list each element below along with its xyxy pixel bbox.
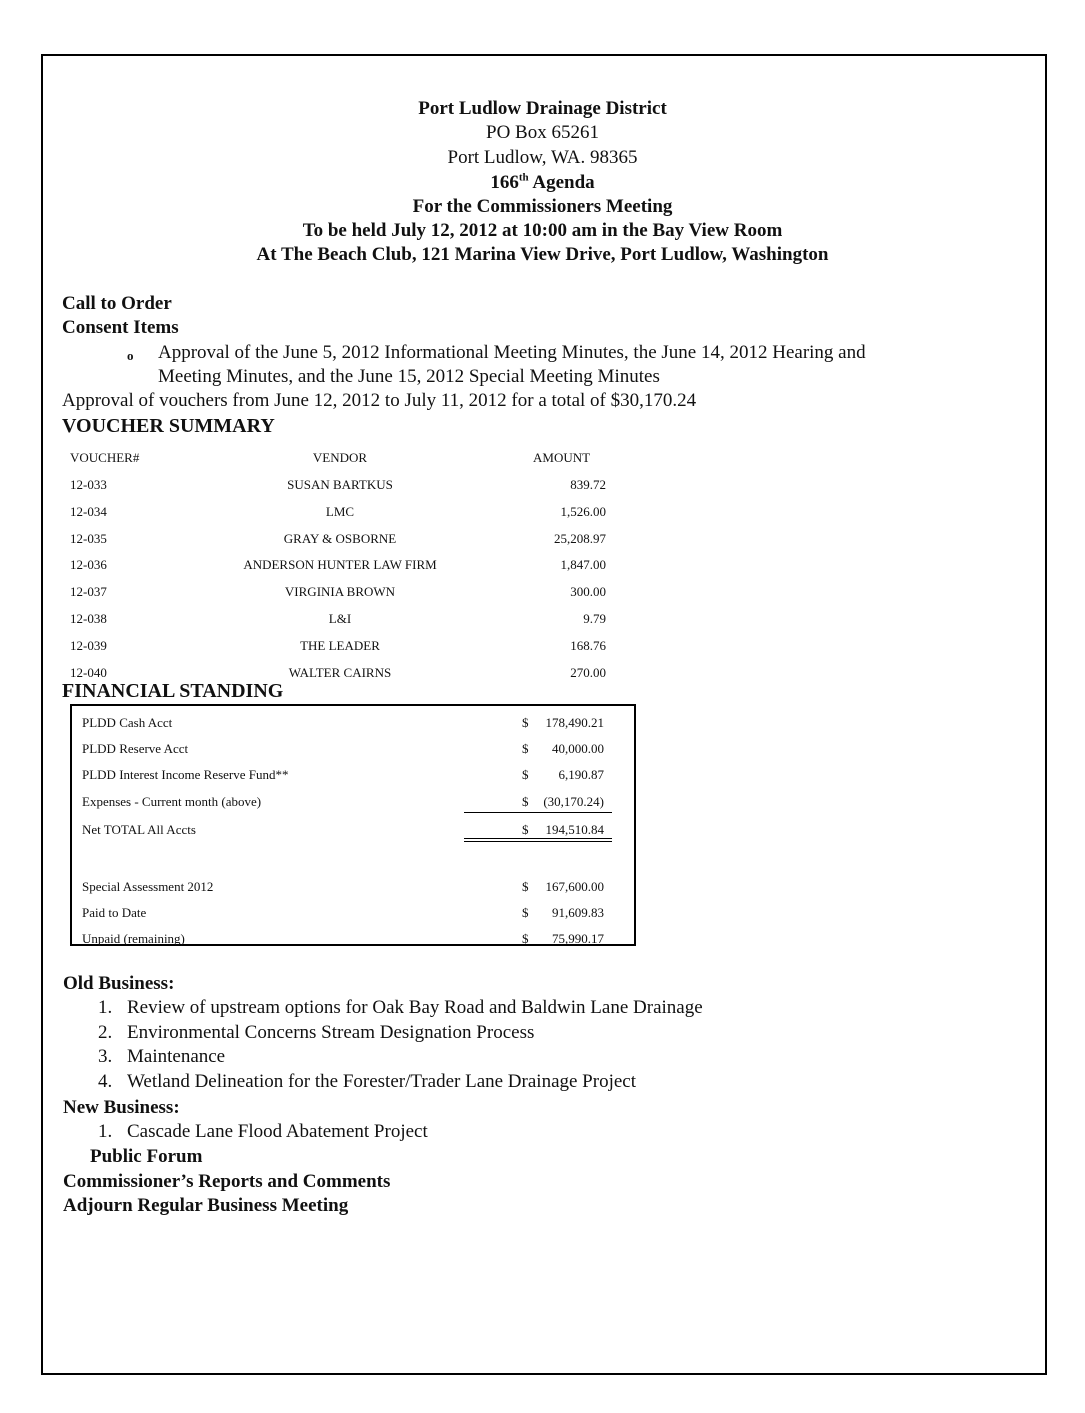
voucher-number: 12-034 <box>70 503 107 519</box>
currency-symbol: $ <box>522 905 529 920</box>
financial-amount: 75,990.17 <box>552 931 604 946</box>
po-box: PO Box 65261 <box>486 122 599 143</box>
agenda-suffix: th <box>518 171 529 184</box>
org-name: Port Ludlow Drainage District <box>418 98 667 119</box>
financial-amount: 167,600.00 <box>545 879 604 894</box>
voucher-amount: 839.72 <box>570 477 606 492</box>
consent-items-heading: Consent Items <box>62 317 179 338</box>
voucher-amount: 25,208.97 <box>554 530 606 546</box>
agenda-number: 166 <box>490 172 519 193</box>
public-forum-heading: Public Forum <box>90 1146 203 1167</box>
currency-symbol: $ <box>522 715 529 730</box>
voucher-summary-heading: VOUCHER SUMMARY <box>62 415 275 437</box>
list-number: 2. <box>98 1021 113 1043</box>
list-text: Cascade Lane Flood Abatement Project <box>127 1121 428 1142</box>
vouchers-approval: Approval of vouchers from June 12, 2012 to July 11, 2012 for a total of $30,170.24 <box>62 390 697 411</box>
meeting-where: At The Beach Club, 121 Marina View Drive, Port Ludlow, Washington <box>256 244 829 265</box>
vendor-name: LMC <box>325 503 355 519</box>
vendor-name: SUSAN BARTKUS <box>287 477 393 492</box>
financial-table <box>70 704 636 946</box>
financial-amount: 6,190.87 <box>558 767 604 782</box>
vendor-name: GRAY & OSBORNE <box>283 530 397 546</box>
vendor-name: ANDERSON HUNTER LAW FIRM <box>243 557 437 573</box>
list-number: 1. <box>98 997 113 1018</box>
voucher-number: 12-039 <box>70 637 107 653</box>
financial-amount: 194,510.84 <box>545 822 604 837</box>
new-business-heading: New Business: <box>63 1097 180 1118</box>
consent-item-line2: Meeting Minutes, and the June 15, 2012 Special Meeting Minutes <box>158 366 660 387</box>
financial-label: Net TOTAL All Accts <box>82 822 196 837</box>
voucher-amount: 270.00 <box>570 664 606 680</box>
financial-amount: 178,490.21 <box>545 715 604 730</box>
voucher-number: 12-040 <box>70 664 107 680</box>
financial-label: PLDD Reserve Acct <box>82 741 189 756</box>
vendor-name: L&I <box>328 611 352 626</box>
voucher-amount: 1,847.00 <box>560 557 606 573</box>
list-text: Wetland Delineation for the Forester/Trader Lane Drainage Project <box>127 1071 637 1093</box>
voucher-number: 12-038 <box>70 611 107 626</box>
list-text: Review of upstream options for Oak Bay Road and Baldwin Lane Drainage <box>127 997 703 1018</box>
financial-amount: 40,000.00 <box>552 741 604 756</box>
voucher-amount: 9.79 <box>583 611 606 626</box>
financial-label: Paid to Date <box>82 905 147 920</box>
financial-amount: 91,609.83 <box>552 905 604 920</box>
list-number: 4. <box>98 1071 113 1093</box>
currency-symbol: $ <box>522 741 529 756</box>
financial-label: Unpaid (remaining) <box>82 931 185 946</box>
financial-amount: (30,170.24) <box>543 794 604 809</box>
list-number: 3. <box>98 1046 113 1068</box>
list-number: 1. <box>98 1121 113 1142</box>
vendor-name: WALTER CAIRNS <box>288 664 392 680</box>
meeting-when: To be held July 12, 2012 at 10:00 am in the Bay View Room <box>302 220 783 241</box>
voucher-number: 12-037 <box>70 584 107 600</box>
financial-label: PLDD Cash Acct <box>82 715 173 730</box>
total-double-underline <box>464 838 612 842</box>
currency-symbol: $ <box>522 794 529 809</box>
financial-label: PLDD Interest Income Reserve Fund** <box>82 767 289 782</box>
voucher-number: 12-033 <box>70 477 107 492</box>
currency-symbol: $ <box>522 879 529 894</box>
currency-symbol: $ <box>522 767 529 782</box>
city-state-zip: Port Ludlow, WA. 98365 <box>447 147 638 168</box>
col-header-vendor: VENDOR <box>312 450 368 465</box>
col-header-voucher: VOUCHER# <box>70 450 140 465</box>
old-business-heading: Old Business: <box>63 973 175 994</box>
commissioners-reports-heading: Commissioner’s Reports and Comments <box>63 1171 391 1192</box>
voucher-amount: 300.00 <box>570 584 606 600</box>
currency-symbol: $ <box>522 931 529 946</box>
meeting-title: For the Commissioners Meeting <box>412 196 673 217</box>
call-to-order-heading: Call to Order <box>62 293 172 314</box>
voucher-number: 12-035 <box>70 530 107 546</box>
agenda-label: Agenda <box>528 172 595 193</box>
voucher-number: 12-036 <box>70 557 107 573</box>
list-text: Environmental Concerns Stream Designation Process <box>127 1021 535 1043</box>
financial-standing-heading: FINANCIAL STANDING <box>62 680 284 702</box>
consent-item-line1: Approval of the June 5, 2012 Informational Meeting Minutes, the June 14, 2012 Hearing and <box>158 342 866 363</box>
bullet-icon: o <box>127 348 134 363</box>
col-header-amount: AMOUNT <box>533 450 591 465</box>
voucher-amount: 168.76 <box>570 637 606 653</box>
subtotal-underline <box>464 812 612 813</box>
list-text: Maintenance <box>127 1046 226 1068</box>
adjourn-heading: Adjourn Regular Business Meeting <box>63 1195 349 1216</box>
voucher-amount: 1,526.00 <box>560 503 606 519</box>
financial-label: Special Assessment 2012 <box>82 879 214 894</box>
vendor-name: VIRGINIA BROWN <box>284 584 396 600</box>
vendor-name: THE LEADER <box>300 637 380 653</box>
financial-label: Expenses - Current month (above) <box>82 794 262 809</box>
agenda-title <box>0 171 1085 195</box>
currency-symbol: $ <box>522 822 529 837</box>
